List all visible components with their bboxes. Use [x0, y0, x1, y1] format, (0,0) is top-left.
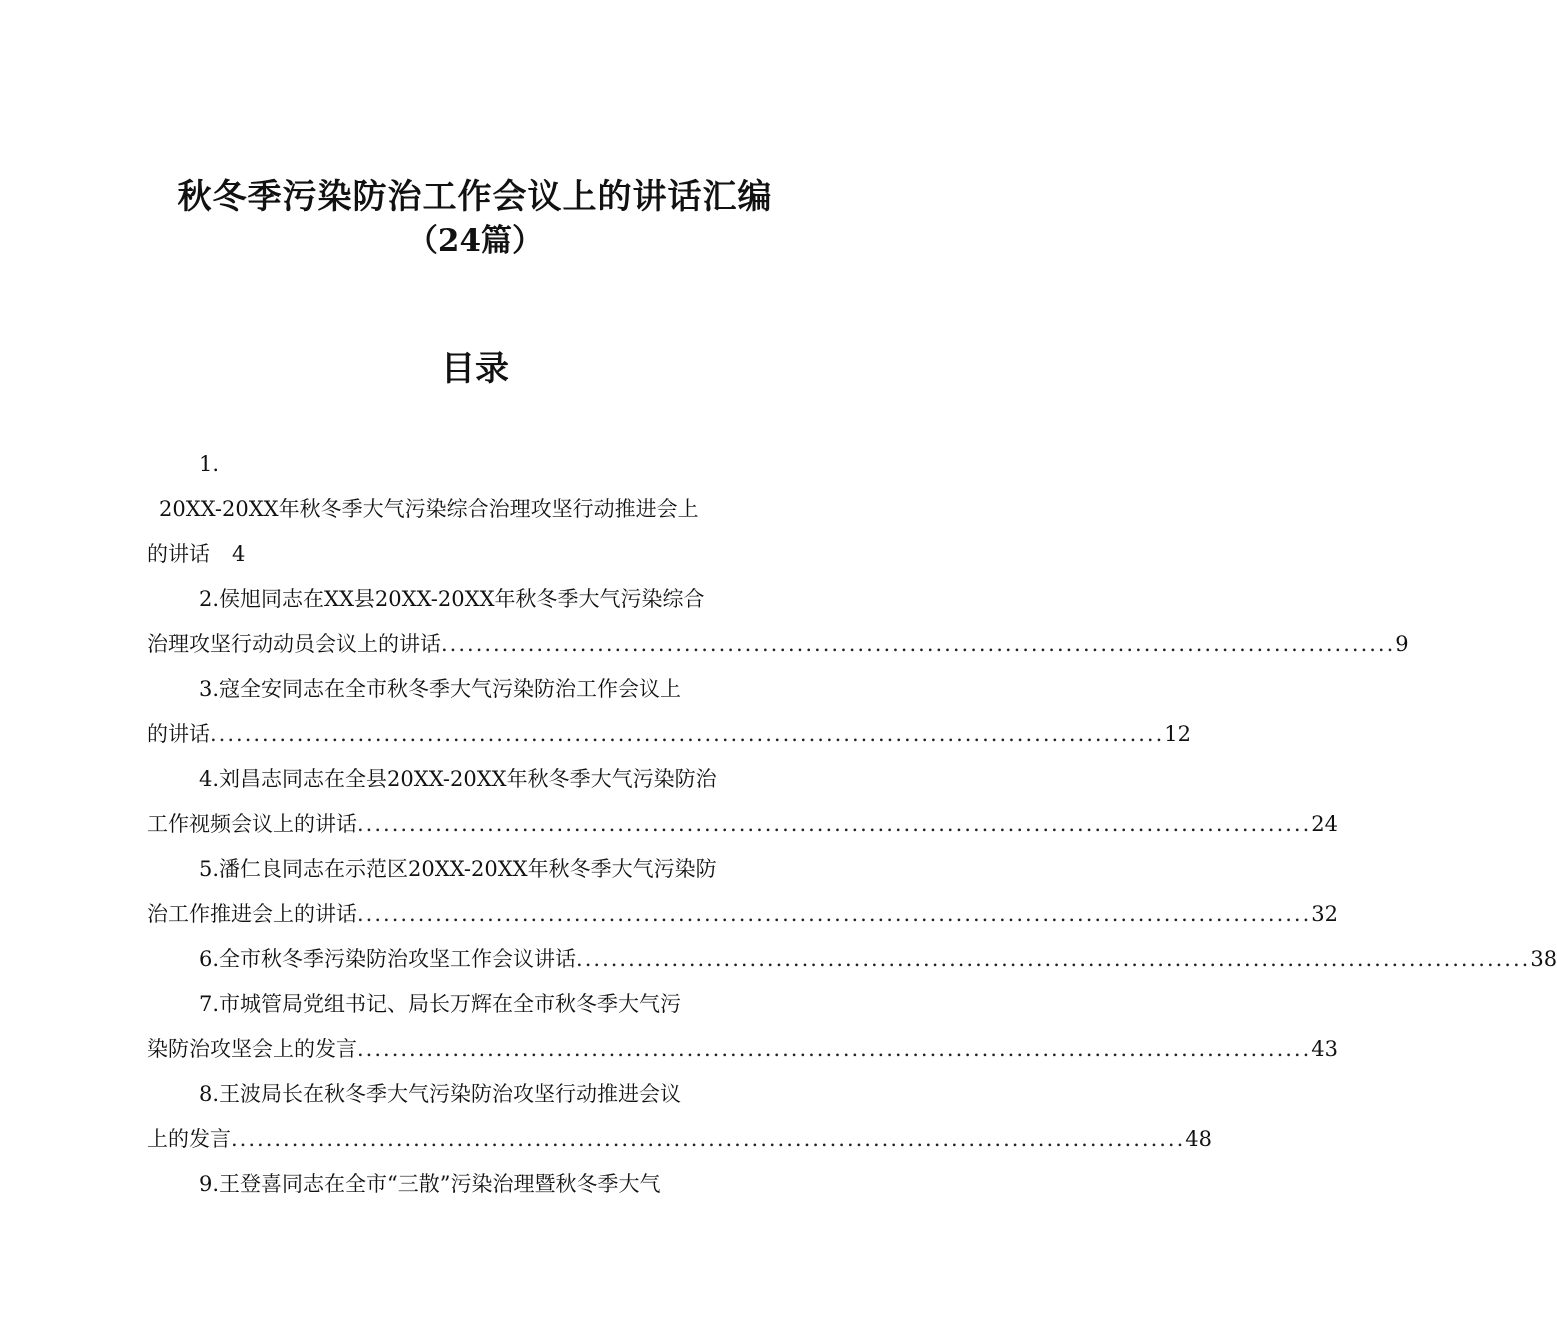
toc-page-number: 48 [1185, 1127, 1213, 1151]
dot-leader: .............................................................................................................. [357, 1037, 1312, 1061]
toc-entry-8[interactable] [147, 1072, 1213, 1162]
toc-entry-6[interactable] [147, 937, 1557, 982]
toc-entry-title-end: 治工作推进会上的讲话 [147, 902, 357, 926]
dot-leader: .............................................................................................................. [210, 722, 1165, 746]
toc-entry-title-end: 工作视频会议上的讲话 [147, 812, 357, 836]
toc-page-number: 43 [1311, 1037, 1339, 1061]
document-subtitle: （24篇） [406, 223, 544, 259]
toc-page-number: 9 [1395, 632, 1409, 656]
dot-leader: .............................................................................................................. [231, 1127, 1186, 1151]
dot-leader: .............................................................................................................. [357, 812, 1312, 836]
toc-page-number: 38 [1530, 947, 1557, 971]
toc-entry-title-end: 上的发言 [147, 1127, 231, 1151]
toc-entry-title-end: 的讲话 [147, 542, 210, 566]
toc-entry-9[interactable] [147, 1162, 805, 1207]
toc-page-number: 12 [1164, 722, 1192, 746]
toc-entry-title-line: 7.市城管局党组书记、局长万辉在全市秋冬季大气污 [199, 992, 682, 1016]
toc-entry-title-line: 8.王波局长在秋冬季大气污染防治攻坚行动推进会议 [199, 1082, 682, 1106]
toc-page-number: 24 [1311, 812, 1339, 836]
toc-entry-4[interactable] [147, 757, 1339, 847]
table-of-contents [147, 442, 1557, 1207]
toc-entry-1[interactable] [147, 442, 805, 577]
toc-entry-5[interactable] [147, 847, 1339, 937]
dot-leader: .............................................................................................................. [357, 902, 1312, 926]
toc-entry-7[interactable] [147, 982, 1339, 1072]
toc-entry-title-line: 5.潘仁良同志在示范区20XX-20XX年秋冬季大气污染防 [199, 857, 717, 881]
toc-heading: 目录 [441, 349, 509, 389]
toc-page-number: 4 [232, 542, 246, 566]
toc-page-number: 32 [1311, 902, 1339, 926]
dot-leader: .............................................................................................................. [576, 947, 1531, 971]
toc-entry-3[interactable] [147, 667, 1192, 757]
toc-entry-title-line: 4.刘昌志同志在全县20XX-20XX年秋冬季大气污染防治 [199, 767, 717, 791]
toc-entry-title-line: 9.王登喜同志在全市“三散”污染治理暨秋冬季大气 [199, 1172, 661, 1196]
toc-entry-title-line: 3.寇全安同志在全市秋冬季大气污染防治工作会议上 [199, 677, 682, 701]
toc-entry-title-line: 2.侯旭同志在XX县20XX-20XX年秋冬季大气污染综合 [199, 587, 705, 611]
toc-entry-title-end: 的讲话 [147, 722, 210, 746]
toc-entry-2[interactable] [147, 577, 1409, 667]
toc-entry-title-line: 6.全市秋冬季污染防治攻坚工作会议讲话 [199, 947, 577, 971]
dot-leader: .............................................................................................................. [441, 632, 1396, 656]
toc-entry-title-end: 染防治攻坚会上的发言 [147, 1037, 357, 1061]
toc-entry-title-line: 20XX-20XX年秋冬季大气污染综合治理攻坚行动推进会上 [159, 497, 699, 521]
document-title: 秋冬季污染防治工作会议上的讲话汇编 [177, 177, 773, 217]
toc-entry-title-end: 治理攻坚行动动员会议上的讲话 [147, 632, 441, 656]
toc-entry-number: 1. [199, 452, 220, 476]
